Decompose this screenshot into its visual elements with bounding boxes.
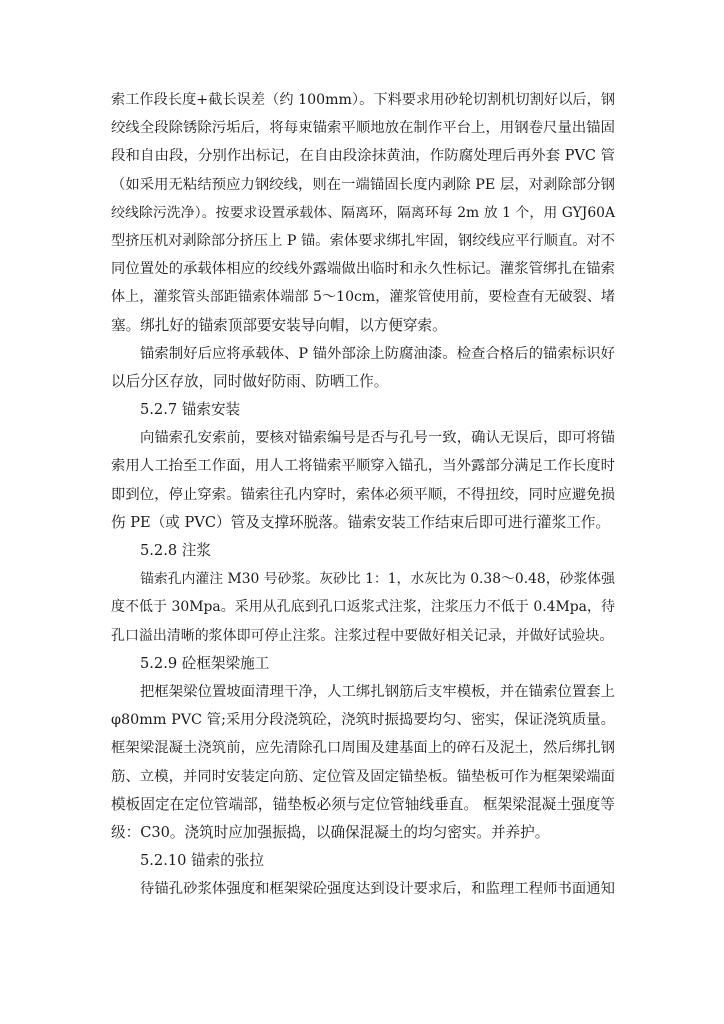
paragraph-first-line: 锚索孔内灌注 M30 号砂浆。灰砂比 1：1，水灰比为 0.38～0.48，砂浆体强	[140, 571, 615, 588]
text-line: 段和自由段，分别作出标记，在自由段涂抹黄油，作防腐处理后再外套 PVC 管	[111, 148, 615, 165]
paragraph-last-line: 级：C30。浇筑时应加强振捣，以确保混凝土的均匀密实。并养护。	[111, 823, 550, 841]
text-line: 模板固定在定位管端部，锚垫板必须与定位管轴线垂直。 框架梁混凝土强度等	[111, 795, 615, 813]
text-line: 同位置处的承载体相应的绞线外露端做出临时和永久性标记。灌浆管绑扎在锚索	[111, 261, 615, 278]
document-body	[111, 86, 615, 903]
paragraph-last-line: 孔口溢出清晰的浆体即可停止注浆。注浆过程中要做好相关记录，并做好试验块。	[111, 627, 614, 644]
text-line: 度不低于 30Mpa。采用从孔底到孔口返浆式注浆，注浆压力不低于 0.4Mpa，待	[111, 599, 615, 616]
paragraph-last-line: 塞。绑扎好的锚索顶部要安装导向帽，以方便穿索。	[111, 316, 447, 334]
text-line: φ80mm PVC 管;采用分段浇筑砼，浇筑时振捣要均匀、密实，保证浇筑质量。	[111, 712, 615, 729]
paragraph-first-line: 待锚孔砂浆体强度和框架梁砼强度达到设计要求后，和监理工程师书面通知	[140, 881, 615, 898]
paragraph-first-line: 向锚索孔安索前，要核对锚索编号是否与孔号一致，确认无误后，即可将锚	[140, 430, 615, 447]
text-line: 框架梁混凝土浇筑前，应先清除孔口周围及建基面上的碎石及泥土，然后绑扎钢	[111, 740, 615, 757]
paragraph-first-line: 锚索制好后应将承载体、P 锚外部涂上防腐油漆。检查合格后的锚索标识好	[140, 345, 615, 362]
text-line: 体上，灌浆管头部距锚索体端部 5～10cm，灌浆管使用前，要检查有无破裂、堵	[111, 289, 615, 306]
section-heading: 5.2.7 锚索安装	[140, 401, 241, 419]
paragraph-last-line: 以后分区存放，同时做好防雨、防晒工作。	[111, 372, 389, 390]
paragraph-last-line: 伤 PE（或 PVC）管及支撑环脱落。锚索安装工作结束后即可进行灌浆工作。	[111, 513, 611, 531]
text-line: 索工作段长度+截长误差（约 100mm）。下料要求用砂轮切割机切割好以后，钢	[111, 92, 615, 108]
text-line: 绞线全段除锈除污垢后，将每束锚索平顺地放在制作平台上，用钢卷尺量出锚固	[111, 120, 615, 137]
text-line: 索用人工抬至工作面，用人工将锚索平顺穿入锚孔，当外露部分满足工作长度时	[111, 458, 615, 475]
text-line: 型挤压机对剥除部分挤压上 P 锚。索体要求绑扎牢固，钢绞线应平行顺直。对不	[111, 232, 615, 249]
text-line: 绞线除污洗净）。按要求设置承载体、隔离环，隔离环每 2m 放 1 个，用 GYJ60A	[111, 204, 615, 221]
text-line: 即到位，停止穿索。锚索往孔内穿时，索体必须平顺，不得扭绞，同时应避免损	[111, 486, 615, 503]
text-line: 筋、立模，并同时安装定向筋、定位管及固定锚垫板。锚垫板可作为框架梁端面	[111, 768, 615, 785]
section-heading: 5.2.10 锚索的张拉	[140, 852, 265, 870]
section-heading: 5.2.8 注浆	[140, 542, 211, 559]
section-heading: 5.2.9 砼框架梁施工	[140, 654, 270, 672]
paragraph-first-line: 把框架梁位置坡面清理干净，人工绑扎钢筋后支牢模板，并在锚索位置套上	[140, 683, 615, 700]
text-line: （如采用无粘结预应力钢绞线，则在一端锚固长度内剥除 PE 层，对剥除部分钢	[111, 176, 615, 193]
